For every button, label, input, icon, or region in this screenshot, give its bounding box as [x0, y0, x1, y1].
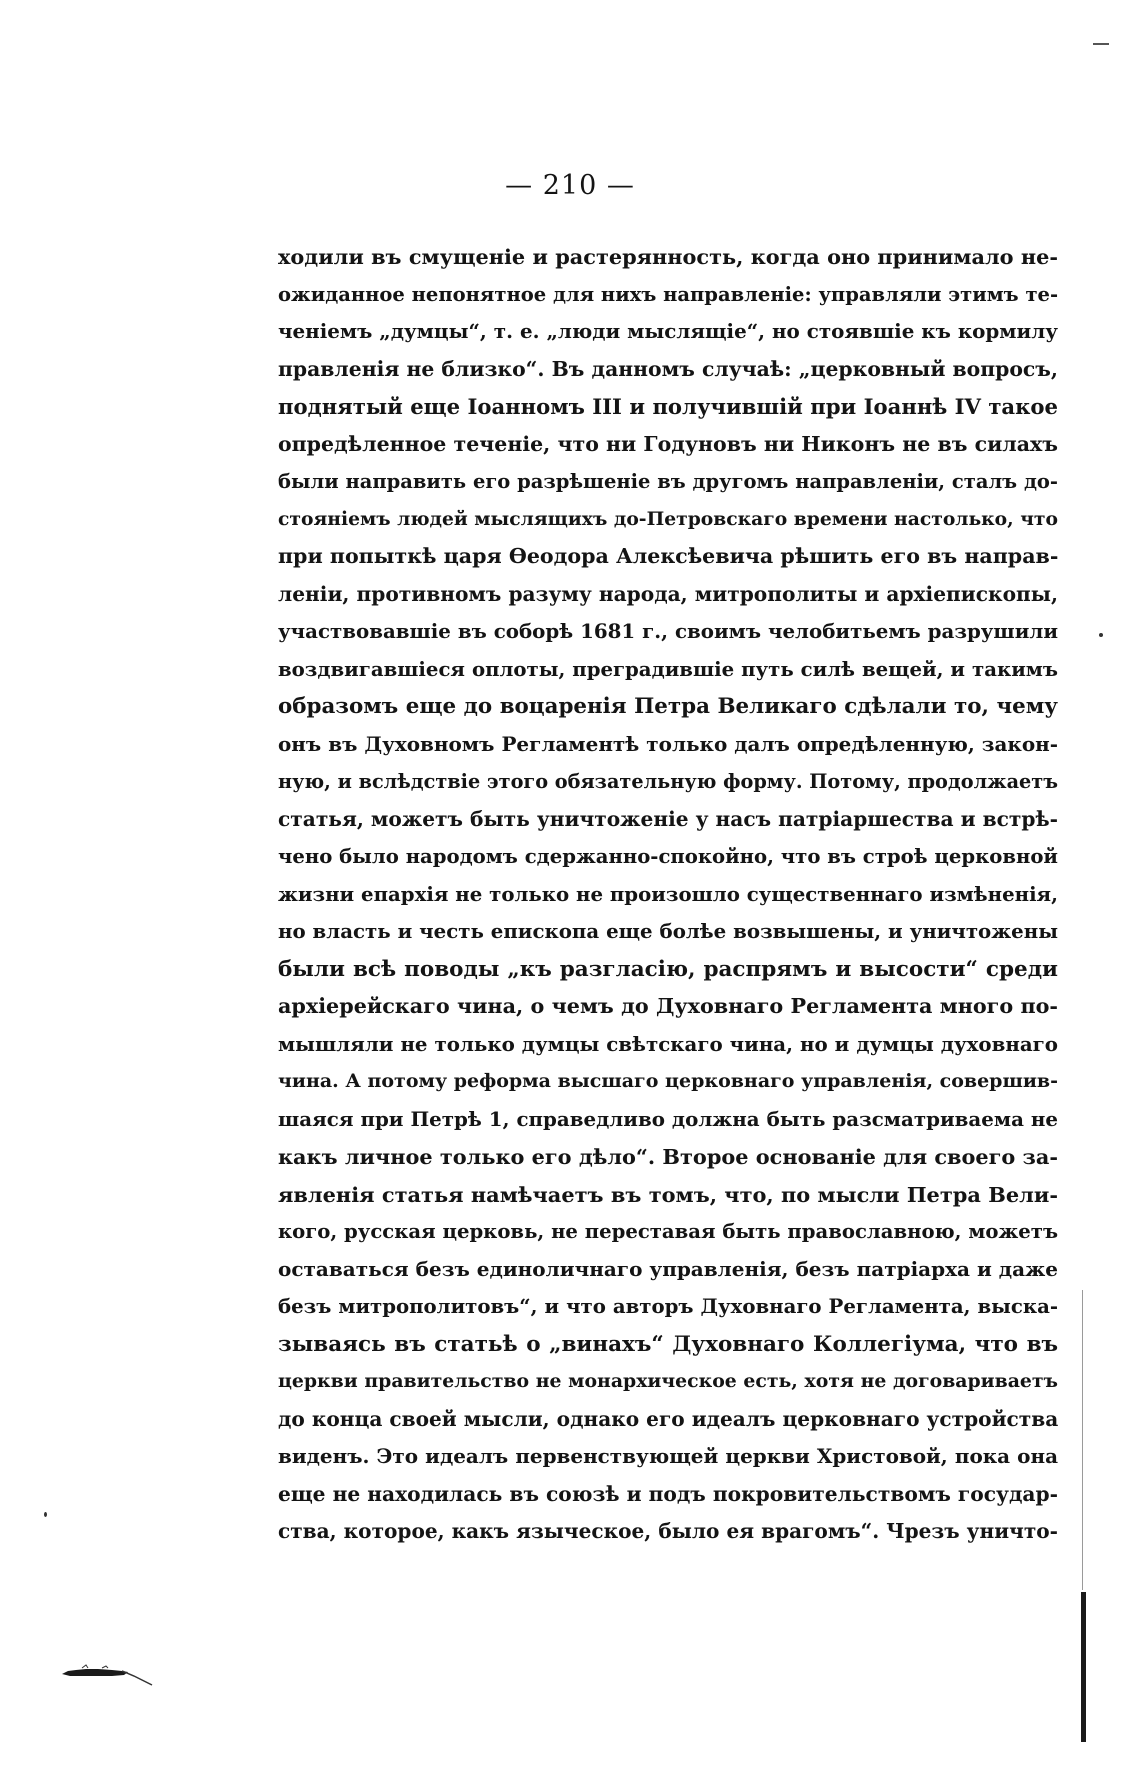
text-line: виденъ. Это идеалъ первенствующей церкви Христовой, пока она	[278, 1444, 1058, 1468]
scan-edge-bar	[1081, 1592, 1086, 1742]
text-line: церкви правительство не монархическое есть, хотя не договариваетъ	[278, 1370, 1058, 1392]
text-line: оставаться безъ единоличнаго управленія, безъ патріарха и даже	[278, 1256, 1058, 1281]
text-line: опредѣленное теченіе, что ни Годуновъ ни Никонъ не въ силахъ	[278, 431, 1058, 456]
text-line: безъ митрополитовъ“, и что авторъ Духовнаго Регламента, выска-	[278, 1295, 1058, 1318]
body-text	[278, 238, 1058, 1551]
text-line: поднятый еще Іоанномъ III и получившій при Іоаннѣ IV такое	[278, 394, 1058, 419]
text-line: чено было народомъ сдержанно-спокойно, что въ строѣ церковной	[278, 845, 1058, 868]
text-line: были направить его разрѣшеніе въ другомъ направленіи, сталъ до-	[278, 470, 1058, 493]
text-line: участвовавшіе въ соборѣ 1681 г., своимъ челобитьемъ разрушили	[278, 619, 1058, 643]
text-line: ную, и вслѣдствіе этого обязательную форму. Потому, продолжаетъ	[278, 770, 1058, 793]
text-line: правленія не близко“. Въ данномъ случаѣ: „церковный вопросъ,	[278, 356, 1058, 381]
text-line: какъ личное только его дѣло“. Второе основаніе для своего за-	[278, 1144, 1058, 1169]
text-line: шаяся при Петрѣ 1, справедливо должна быть разсматриваема не	[278, 1106, 1058, 1131]
text-line: мышляли не только думцы свѣтскаго чина, но и думцы духовнаго	[278, 1031, 1058, 1056]
text-line: онъ въ Духовномъ Регламентѣ только далъ опредѣленную, закон-	[278, 731, 1058, 756]
ink-smudge-mark	[62, 1662, 154, 1686]
text-line: были всѣ поводы „къ разгласію, распрямъ и высости“ среди	[278, 956, 1058, 982]
text-line: ченіемъ „думцы“, т. е. „люди мыслящіе“, но стоявшіе къ кормилу	[278, 319, 1058, 343]
text-line: ства, которое, какъ языческое, было ея врагомъ“. Чрезъ уничто-	[278, 1519, 1058, 1543]
text-line: но власть и честь епископа еще болѣе возвышены, и уничтожены	[278, 919, 1058, 943]
text-line: архіерейскаго чина, о чемъ до Духовнаго Регламента много по-	[278, 994, 1058, 1018]
text-line: явленія статья намѣчаетъ въ томъ, что, по мысли Петра Вели-	[278, 1181, 1058, 1207]
text-line: жизни епархія не только не произошло существеннаго измѣненія,	[278, 881, 1058, 906]
text-line: образомъ еще до воцаренія Петра Великаго сдѣлали то, чему	[278, 694, 1058, 719]
text-line: статья, можетъ быть уничтоженіе у насъ патріаршества и встрѣ-	[278, 806, 1058, 831]
text-line: ожиданное непонятное для нихъ направленіе: управляли этимъ те-	[278, 282, 1059, 306]
text-line: стояніемъ людей мыслящихъ до-Петровскаго времени настолько, что	[278, 507, 1058, 530]
text-line: чина. А потому реформа высшаго церковнаго управленія, совершив-	[278, 1070, 1058, 1092]
text-line: при попыткѣ царя Ѳеодора Алексѣевича рѣшить его въ направ-	[278, 544, 1059, 568]
text-line: кого, русская церковь, не переставая быть православною, можетъ	[278, 1220, 1058, 1243]
text-line: до конца своей мысли, однако его идеалъ церковнаго устройства	[278, 1406, 1059, 1431]
scan-speck	[44, 1512, 47, 1517]
text-line: ходили въ смущеніе и растерянность, когда оно принимало не-	[278, 244, 1058, 269]
text-line: леніи, противномъ разуму народа, митрополиты и архіепископы,	[278, 581, 1058, 606]
scan-edge-line	[1082, 1290, 1083, 1590]
text-line: еще не находилась въ союзѣ и подъ покровительствомъ государ-	[278, 1481, 1058, 1506]
text-line: воздвигавшіеся оплоты, преградившіе путь силѣ вещей, и такимъ	[278, 657, 1058, 681]
text-line: зываясь въ статьѣ о „винахъ“ Духовнаго Коллегіума, что въ	[278, 1331, 1058, 1357]
page-number: — 210 —	[505, 170, 635, 201]
scan-mark-top	[1093, 43, 1109, 45]
scan-speck	[1099, 633, 1103, 637]
